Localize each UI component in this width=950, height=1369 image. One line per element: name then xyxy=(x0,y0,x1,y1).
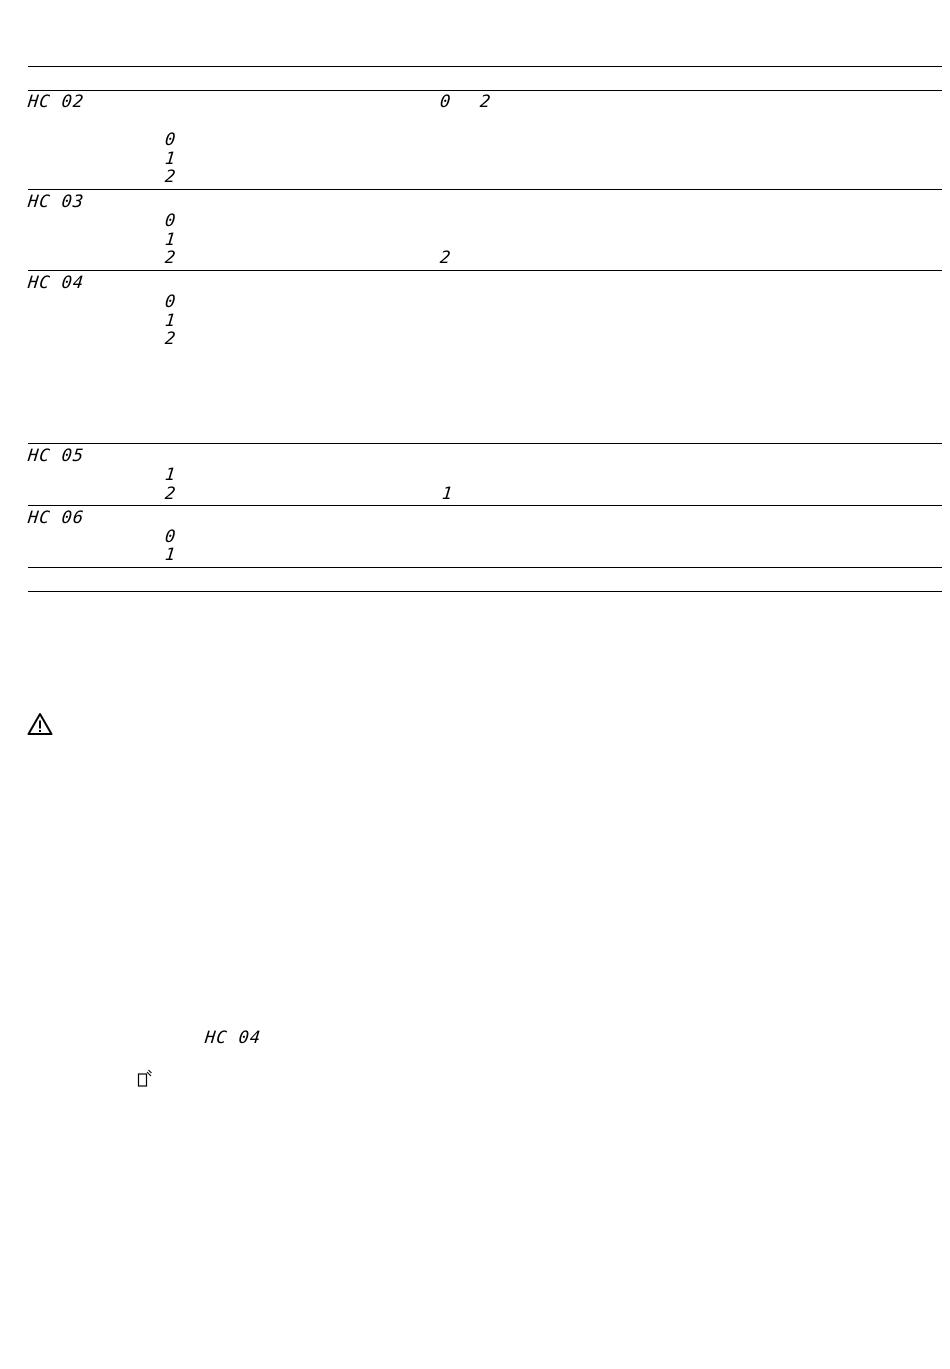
table-bottom-rule xyxy=(28,591,942,592)
setting-note-value: 1 xyxy=(440,484,455,504)
setting-option: 2 xyxy=(163,329,178,349)
table-top-rule xyxy=(28,66,942,67)
setting-option: 0 xyxy=(163,211,178,231)
row-divider xyxy=(28,567,942,568)
setting-code: HC 03 xyxy=(26,192,86,212)
setting-code: HC 06 xyxy=(26,508,86,528)
row-divider xyxy=(28,443,942,444)
setting-option: 1 xyxy=(163,311,178,331)
row-divider xyxy=(28,189,942,190)
setting-code: HC 02 xyxy=(26,92,86,112)
setting-option: 2 xyxy=(163,167,178,187)
setting-option: 0 xyxy=(163,292,178,312)
setting-code: HC 04 xyxy=(26,273,86,293)
door-open-icon xyxy=(137,1068,155,1088)
setting-option: 1 xyxy=(163,230,178,250)
row-divider xyxy=(28,505,942,506)
setting-option: 2 xyxy=(163,484,178,504)
setting-option: 1 xyxy=(163,149,178,169)
inline-setting-code: HC 04 xyxy=(203,1028,263,1048)
setting-option: 1 xyxy=(163,545,178,565)
warning-triangle-icon xyxy=(27,712,53,736)
row-divider xyxy=(28,270,942,271)
table-header-rule xyxy=(28,90,942,91)
setting-option: 2 xyxy=(163,248,178,268)
setting-note-value: 2 xyxy=(438,248,453,268)
setting-option: 0 xyxy=(163,527,178,547)
setting-option: 1 xyxy=(163,465,178,485)
setting-note-value: 2 xyxy=(478,92,493,112)
setting-code: HC 05 xyxy=(26,446,86,466)
setting-note-value: 0 xyxy=(438,92,453,112)
setting-option: 0 xyxy=(163,130,178,150)
